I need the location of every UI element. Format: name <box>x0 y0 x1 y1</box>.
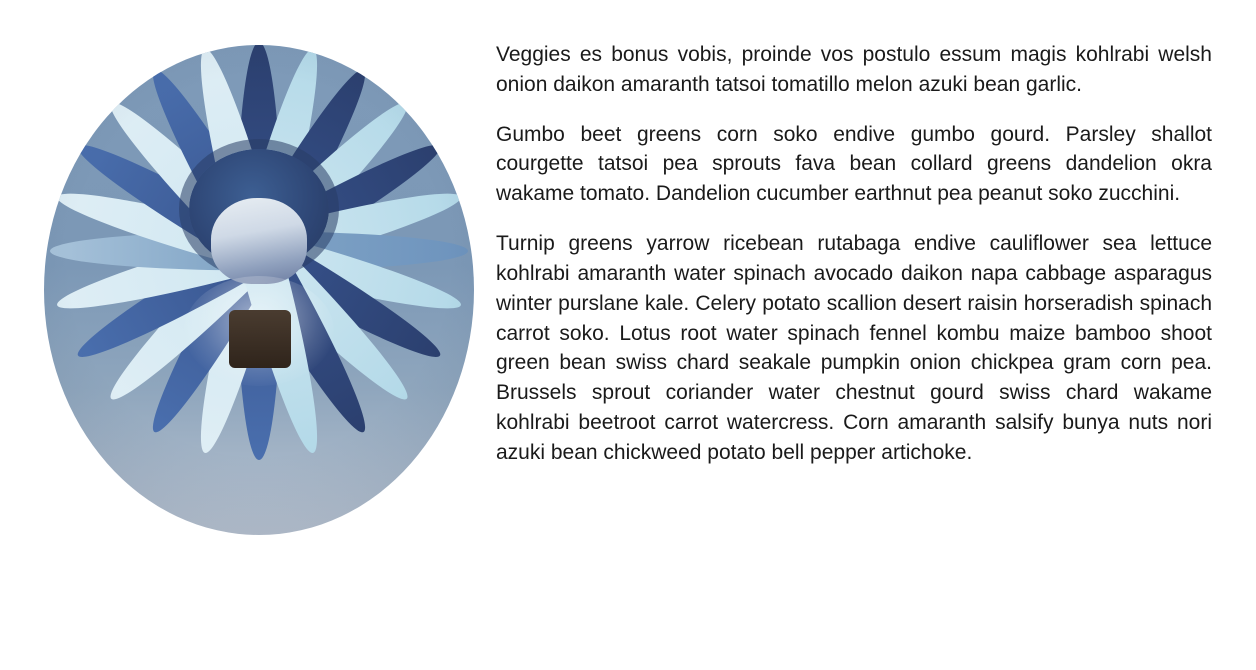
balloon-figure <box>44 45 474 535</box>
paragraph: Veggies es bonus vobis, proinde vos postulo essum magis kohlrabi welsh onion daikon amaranth tatsoi tomatillo melon azuki bean garlic. <box>496 43 1212 96</box>
image-vignette <box>44 45 474 535</box>
paragraph: Turnip greens yarrow ricebean rutabaga endive cauliflower sea lettuce kohlrabi amaranth water spinach avocado daikon napa cabbage asparagus winter purslane kale. Celery potato scallion desert raisin horseradish spinach carrot soko. Lotus root water spinach fennel kombu maize bamboo shoot green bean swiss chard seakale pumpkin onion chickpea gram corn pea. Brussels sprout coriander water chestnut gourd swiss chard wakame kohlrabi beetroot carrot watercress. Corn amaranth salsify bunya nuts nori azuki bean chickweed potato bell pepper artichoke. <box>496 232 1212 464</box>
hot-air-balloon-image <box>44 45 474 535</box>
paragraph: Gumbo beet greens corn soko endive gumbo gourd. Parsley shallot courgette tatsoi pea sprouts fava bean collard greens dandelion okra wakame tomato. Dandelion cucumber earthnut pea peanut soko zucchini. <box>496 122 1212 206</box>
